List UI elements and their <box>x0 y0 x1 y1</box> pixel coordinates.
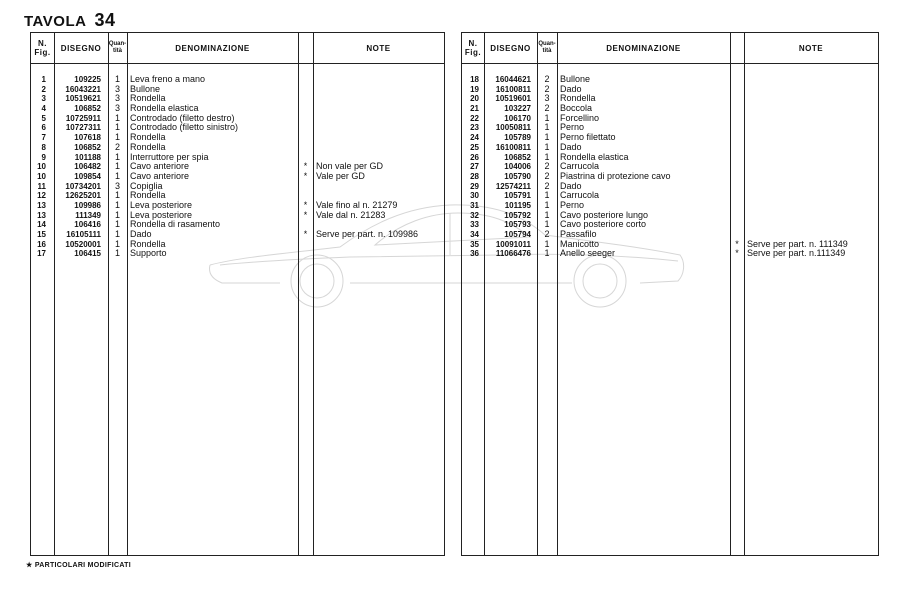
header-fig: N. Fig. <box>34 39 51 57</box>
cell-fig: 28 <box>470 171 479 181</box>
cell-disegno: 106170 <box>504 113 531 123</box>
cell-fig: 25 <box>470 142 479 152</box>
cell-quantita: 1 <box>114 219 120 230</box>
cell-note: Non vale per GD <box>316 161 384 172</box>
cell-fig: 22 <box>470 113 479 123</box>
cell-fig: 13 <box>37 200 46 210</box>
cell-fig: 10 <box>37 162 46 172</box>
cell-fig: 12 <box>37 191 46 201</box>
cell-disegno: 10519601 <box>495 94 531 104</box>
cell-denominazione: Anello seeger <box>560 248 616 259</box>
cell-denominazione: Dado <box>560 83 582 94</box>
cell-fig: 29 <box>470 181 479 191</box>
cell-quantita: 2 <box>544 103 550 114</box>
cell-quantita: 2 <box>544 229 550 239</box>
table-row <box>462 75 878 85</box>
cell-denominazione: Leva posteriore <box>130 209 193 220</box>
cell-fig: 21 <box>470 104 479 114</box>
cell-disegno: 16100811 <box>495 142 531 152</box>
header-quantita: Quan- tità <box>108 41 127 54</box>
cell-denominazione: Forcellino <box>560 112 600 123</box>
cell-denominazione: Rondella <box>130 238 166 249</box>
cell-denominazione: Carrucola <box>560 190 600 201</box>
table-row <box>462 123 878 133</box>
cell-fig: 13 <box>37 210 46 220</box>
cell-note: Vale per GD <box>316 170 365 181</box>
table-row <box>31 162 444 172</box>
table-row <box>31 123 444 133</box>
cell-quantita: 1 <box>114 229 120 239</box>
cell-fig: 3 <box>41 94 46 104</box>
table-row <box>31 172 444 182</box>
cell-fig: 32 <box>470 210 479 220</box>
cell-quantita: 3 <box>114 93 120 104</box>
cell-modified-mark: * <box>303 229 308 239</box>
cell-denominazione: Leva posteriore <box>130 199 193 210</box>
cell-fig: 6 <box>41 123 46 133</box>
footer-legend: ★ PARTICOLARI MODIFICATI <box>26 562 131 569</box>
table-row <box>31 230 444 240</box>
cell-fig: 19 <box>470 84 479 94</box>
cell-denominazione: Rondella elastica <box>560 151 629 162</box>
cell-quantita: 3 <box>114 83 120 94</box>
cell-disegno: 106852 <box>74 104 101 114</box>
cell-note: Serve per part. n. 111349 <box>747 238 848 249</box>
cell-quantita: 1 <box>544 190 550 201</box>
cell-quantita: 3 <box>114 180 120 191</box>
cell-note: Serve per part. n. 109986 <box>316 229 419 239</box>
cell-modified-mark: * <box>303 209 308 220</box>
cell-denominazione: Cavo anteriore <box>130 170 190 181</box>
cell-disegno: 11066476 <box>495 249 531 259</box>
cell-disegno: 106415 <box>74 249 101 259</box>
cell-modified-mark: * <box>303 199 308 210</box>
cell-quantita: 1 <box>544 199 550 210</box>
cell-quantita: 1 <box>114 238 120 249</box>
cell-note: Serve per part. n.111349 <box>747 248 846 259</box>
cell-fig: 8 <box>41 142 46 152</box>
table-row <box>31 182 444 192</box>
cell-disegno: 104006 <box>504 162 531 172</box>
cell-disegno: 16100811 <box>495 84 531 94</box>
table-row <box>31 133 444 143</box>
cell-fig: 33 <box>470 220 479 230</box>
cell-denominazione: Rondella <box>130 132 166 143</box>
cell-fig: 35 <box>470 239 479 249</box>
cell-disegno: 10725911 <box>65 113 101 123</box>
cell-quantita: 1 <box>544 122 550 133</box>
cell-disegno: 10091011 <box>495 239 531 249</box>
cell-disegno: 105791 <box>504 191 531 201</box>
cell-quantita: 1 <box>114 151 120 162</box>
cell-note: Vale fino al n. 21279 <box>316 199 398 210</box>
cell-quantita: 3 <box>544 93 550 104</box>
cell-quantita: 2 <box>544 161 550 172</box>
cell-denominazione: Cavo posteriore lungo <box>560 209 649 220</box>
cell-denominazione: Carrucola <box>560 161 600 172</box>
cell-denominazione: Cavo posteriore corto <box>560 219 647 230</box>
cell-denominazione: Controdado (filetto destro) <box>130 112 235 123</box>
cell-fig: 2 <box>41 84 46 94</box>
cell-fig: 7 <box>41 133 46 143</box>
cell-fig: 36 <box>470 249 479 259</box>
cell-quantita: 1 <box>544 151 550 162</box>
cell-fig: 30 <box>470 191 479 201</box>
table-row <box>31 211 444 221</box>
cell-denominazione: Rondella <box>130 190 166 201</box>
cell-denominazione: Dado <box>560 141 582 152</box>
table-row <box>31 240 444 250</box>
table-row <box>31 249 444 259</box>
cell-note: Vale dal n. 21283 <box>316 209 386 220</box>
cell-disegno: 105789 <box>504 133 531 143</box>
cell-fig: 20 <box>470 94 479 104</box>
cell-quantita: 2 <box>544 170 550 181</box>
cell-denominazione: Perno <box>560 122 585 133</box>
cell-fig: 10 <box>37 171 46 181</box>
cell-denominazione: Rondella di rasamento <box>130 219 221 230</box>
cell-modified-mark: * <box>303 161 308 172</box>
cell-fig: 27 <box>470 162 479 172</box>
cell-disegno: 106416 <box>74 220 101 230</box>
cell-denominazione: Copiglia <box>130 180 163 191</box>
cell-disegno: 105794 <box>504 230 531 239</box>
cell-denominazione: Perno <box>560 199 585 210</box>
right-rows <box>462 75 878 259</box>
cell-quantita: 1 <box>114 161 120 172</box>
right-parts-table <box>461 32 879 556</box>
cell-disegno: 107618 <box>74 133 101 143</box>
table-row <box>462 201 878 211</box>
table-row <box>31 143 444 153</box>
cell-disegno: 10727311 <box>65 123 101 133</box>
cell-fig: 24 <box>470 133 479 143</box>
cell-disegno: 109225 <box>74 75 101 84</box>
cell-disegno: 10520001 <box>65 239 101 249</box>
table-row <box>31 85 444 95</box>
cell-quantita: 1 <box>544 132 550 143</box>
header-denominazione: DENOMINAZIONE <box>606 43 681 53</box>
cell-quantita: 1 <box>544 248 550 259</box>
cell-denominazione: Interruttore per spia <box>130 151 209 162</box>
cell-fig: 18 <box>470 75 479 84</box>
cell-fig: 11 <box>37 181 46 191</box>
cell-quantita: 2 <box>544 74 550 84</box>
cell-disegno: 10050811 <box>495 123 531 133</box>
cell-fig: 1 <box>41 75 46 84</box>
table-row <box>31 104 444 114</box>
table-row <box>462 191 878 201</box>
cell-quantita: 2 <box>544 180 550 191</box>
cell-disegno: 105792 <box>504 210 531 220</box>
cell-denominazione: Controdado (filetto sinistro) <box>130 122 239 133</box>
cell-disegno: 106482 <box>74 162 101 172</box>
cell-denominazione: Perno filettato <box>560 132 616 143</box>
table-row <box>462 143 878 153</box>
cell-denominazione: Rondella <box>130 93 166 104</box>
header-disegno: DISEGNO <box>60 43 102 53</box>
cell-fig: 16 <box>37 239 46 249</box>
cell-fig: 23 <box>470 123 479 133</box>
left-parts-table <box>30 32 445 556</box>
header-fig: N. Fig. <box>464 39 482 57</box>
cell-quantita: 1 <box>114 74 120 84</box>
cell-denominazione: Dado <box>130 229 152 239</box>
cell-quantita: 1 <box>544 219 550 230</box>
cell-fig: 5 <box>41 113 46 123</box>
table-row <box>462 211 878 221</box>
cell-quantita: 1 <box>114 132 120 143</box>
cell-modified-mark: * <box>735 248 739 259</box>
cell-modified-mark: * <box>303 170 308 181</box>
table-row <box>462 172 878 182</box>
cell-quantita: 1 <box>544 238 550 249</box>
cell-quantita: 1 <box>114 190 120 201</box>
cell-disegno: 105790 <box>504 171 531 181</box>
cell-denominazione: Dado <box>560 180 582 191</box>
cell-quantita: 2 <box>114 141 120 152</box>
cell-fig: 4 <box>41 104 46 114</box>
cell-denominazione: Supporto <box>130 248 167 259</box>
cell-denominazione: Passafilo <box>560 229 597 239</box>
cell-quantita: 2 <box>544 83 550 94</box>
header-disegno: DISEGNO <box>490 43 531 53</box>
cell-disegno: 10734201 <box>65 181 101 191</box>
cell-denominazione: Manicotto <box>560 238 600 249</box>
cell-disegno: 12625201 <box>65 191 101 201</box>
cell-disegno: 12574211 <box>495 181 531 191</box>
cell-denominazione: Rondella <box>560 93 596 104</box>
cell-fig: 17 <box>37 249 46 259</box>
table-row <box>31 75 444 85</box>
cell-disegno: 111349 <box>75 210 101 220</box>
cell-disegno: 16105111 <box>66 230 101 239</box>
cell-denominazione: Bullone <box>560 74 591 84</box>
cell-quantita: 1 <box>544 141 550 152</box>
cell-denominazione: Boccola <box>560 103 593 114</box>
cell-disegno: 101188 <box>74 152 101 162</box>
cell-fig: 31 <box>470 200 479 210</box>
cell-fig: 34 <box>470 230 479 239</box>
cell-disegno: 106852 <box>74 142 101 152</box>
page-title <box>24 10 115 31</box>
cell-disegno: 16043221 <box>65 84 101 94</box>
cell-fig: 14 <box>37 220 46 230</box>
cell-denominazione: Piastrina di protezione cavo <box>560 170 671 181</box>
cell-disegno: 109854 <box>74 171 101 181</box>
cell-fig: 15 <box>37 230 46 239</box>
table-row <box>462 94 878 104</box>
cell-quantita: 1 <box>114 199 120 210</box>
left-rows <box>31 75 444 259</box>
table-row <box>31 94 444 104</box>
cell-quantita: 1 <box>544 112 550 123</box>
table-row <box>462 249 878 259</box>
cell-modified-mark: * <box>735 238 739 249</box>
cell-quantita: 3 <box>114 103 120 114</box>
header-denominazione: DENOMINAZIONE <box>175 43 250 53</box>
cell-denominazione: Rondella elastica <box>130 103 199 114</box>
cell-quantita: 1 <box>114 122 120 133</box>
cell-denominazione: Bullone <box>130 83 161 94</box>
table-row <box>462 85 878 95</box>
table-row <box>462 133 878 143</box>
table-row <box>462 220 878 230</box>
cell-fig: 26 <box>470 152 479 162</box>
title-label: TAVOLA <box>24 13 87 30</box>
cell-disegno: 16044621 <box>495 75 531 84</box>
cell-quantita: 1 <box>114 170 120 181</box>
cell-denominazione: Rondella <box>130 141 166 152</box>
cell-disegno: 109986 <box>74 200 101 210</box>
header-quantita: Quan- tità <box>538 41 556 54</box>
cell-quantita: 1 <box>114 112 120 123</box>
cell-disegno: 10519621 <box>65 94 101 104</box>
table-row <box>462 104 878 114</box>
cell-disegno: 105793 <box>504 220 531 230</box>
cell-disegno: 101195 <box>504 200 531 210</box>
table-row <box>462 114 878 124</box>
cell-disegno: 103227 <box>504 104 531 114</box>
cell-fig: 9 <box>41 152 46 162</box>
cell-quantita: 1 <box>544 209 550 220</box>
cell-quantita: 1 <box>114 209 120 220</box>
header-note: NOTE <box>798 43 824 53</box>
cell-denominazione: Leva freno a mano <box>130 74 206 84</box>
cell-quantita: 1 <box>114 248 120 259</box>
cell-denominazione: Cavo anteriore <box>130 161 190 172</box>
table-row <box>462 182 878 192</box>
header-note: NOTE <box>366 43 391 53</box>
title-number: 34 <box>94 10 116 30</box>
table-row <box>462 153 878 163</box>
cell-disegno: 106852 <box>504 152 531 162</box>
